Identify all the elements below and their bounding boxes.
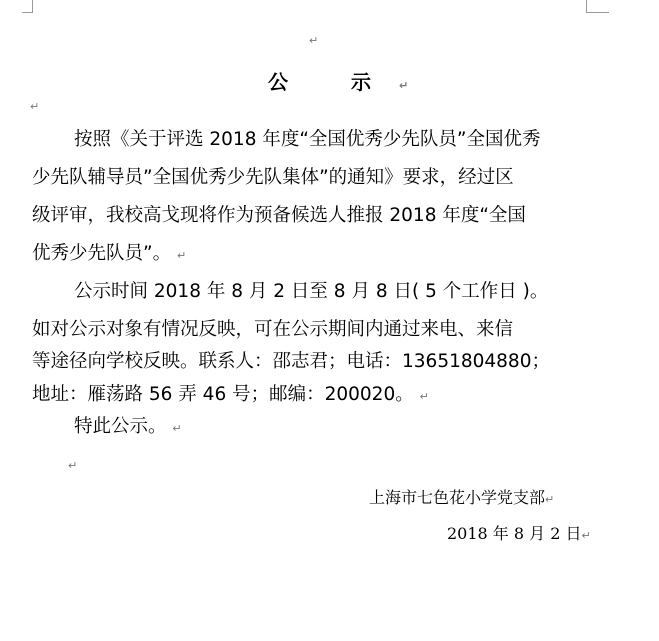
paragraph-mark: ↵ <box>176 249 187 262</box>
body-line-1: 按照《关于评选 2018 年度“全国优秀少先队员”全国优秀 <box>74 129 541 150</box>
paragraph-mark: ↵ <box>545 493 555 506</box>
paragraph-mark: ↵ <box>398 79 409 92</box>
body-line-7: 等途径向学校反映。联系人：邵志君；电话：13651804880； <box>32 351 550 372</box>
paragraph-mark: ↵ <box>419 390 429 403</box>
crop-mark-right <box>586 0 609 13</box>
signature-date: 2018 年 8 月 2 日↵ <box>447 524 591 543</box>
body-line-9: 特此公示。 ↵ <box>74 416 182 437</box>
body-line-4: 优秀少先队员”。 ↵ <box>32 243 187 264</box>
crop-mark-left <box>22 0 33 13</box>
body-line-2: 少先队辅导员”全国优秀少先队集体”的通知》要求，经过区 <box>32 167 514 188</box>
body-line-6: 如对公示对象有情况反映，可在公示期间内通过来电、来信 <box>32 319 514 340</box>
body-line-8: 地址：雁荡路 56 弄 46 号；邮编：200020。 ↵ <box>32 384 429 405</box>
body-line-5: 公示时间 2018 年 8 月 2 日至 8 月 8 日( 5 个工作日 )。 <box>74 281 549 302</box>
paragraph-mark: ↵ <box>68 459 78 472</box>
page-title <box>268 66 408 95</box>
paragraph-mark: ↵ <box>581 529 591 542</box>
paragraph-mark: ↵ <box>30 100 40 113</box>
paragraph-mark: ↵ <box>309 34 319 47</box>
paragraph-mark: ↵ <box>172 422 182 435</box>
signature-org: 上海市七色花小学党支部↵ <box>369 488 555 507</box>
body-line-3: 级评审，我校高戈现将作为预备候选人推报 2018 年度“全国 <box>32 205 526 226</box>
title-text: 公 示 <box>268 70 399 94</box>
